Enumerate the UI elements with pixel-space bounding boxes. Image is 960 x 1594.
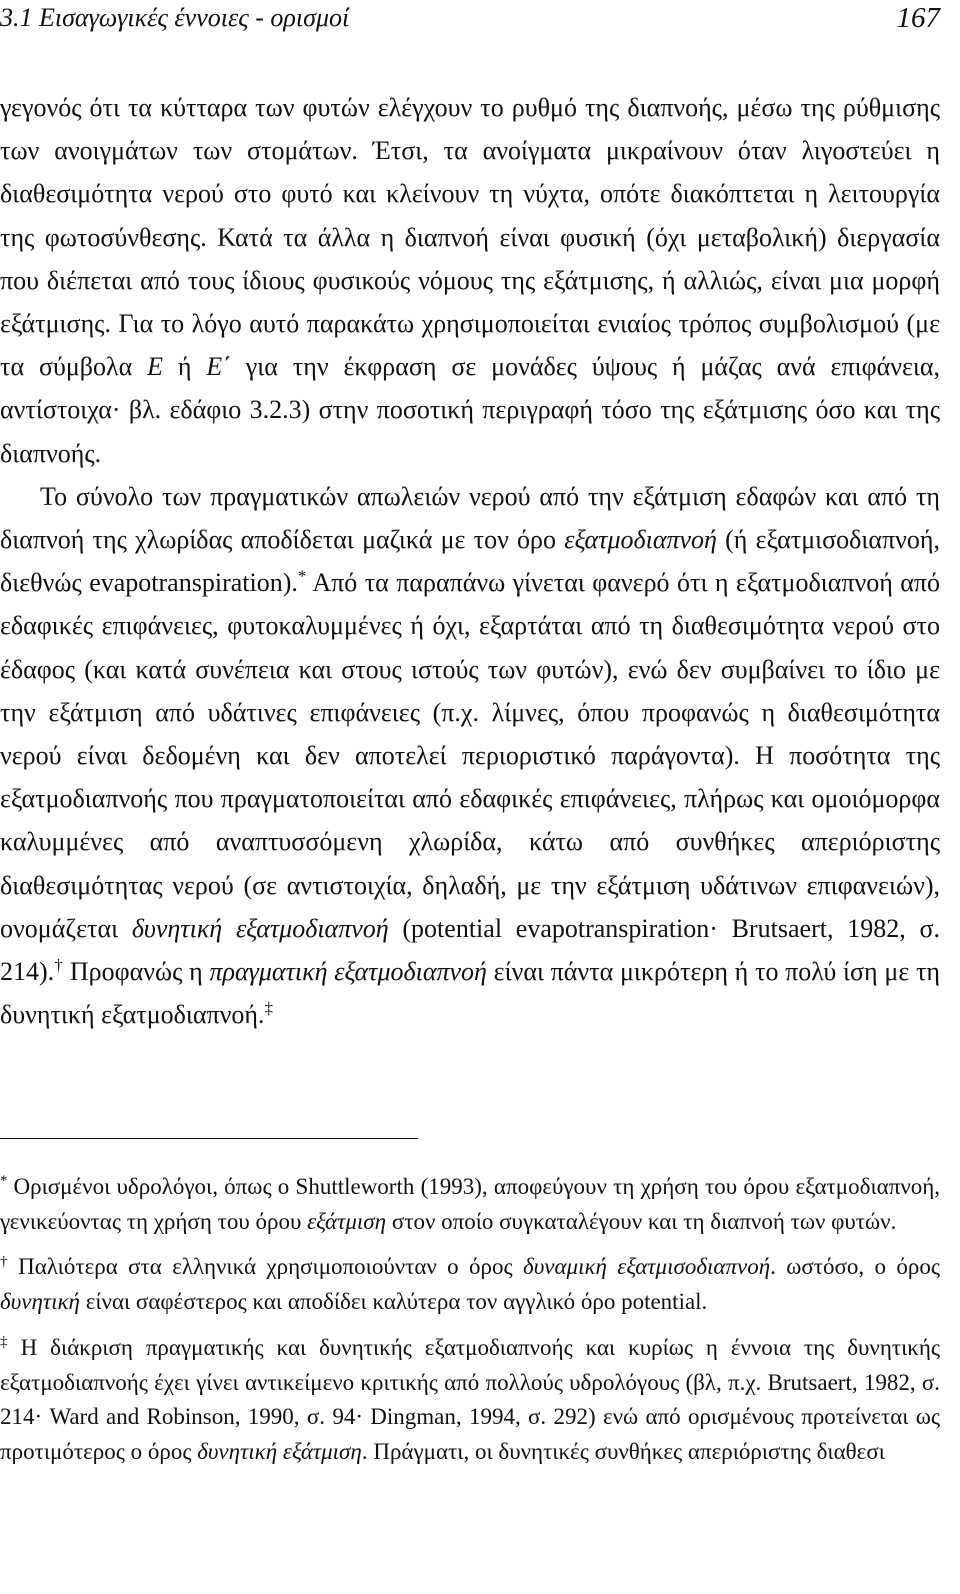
text-run: (potential evapotranspiration· Brutsaert, 1982, σ. 214). xyxy=(0,913,940,987)
text-run: Ορισμένοι υδρολόγοι, όπως ο Shuttleworth (1993), αποφεύγουν τη χρήση του όρου εξατμοδιαπνοή, γενικεύοντας τη χρήση του όρου xyxy=(0,1174,940,1234)
term-dynamic-evapotranspiration: δυναμική εξατμισοδιαπνοή xyxy=(523,1254,771,1280)
footnote-ref-3[interactable]: ‡ xyxy=(264,998,274,1018)
text-run: Προφανώς η xyxy=(63,957,210,987)
footnote-ref-2[interactable]: † xyxy=(54,955,64,975)
paragraph-1 xyxy=(0,86,940,475)
term-potential-evapotranspiration: δυνητική εξατμοδιαπνοή xyxy=(131,913,389,943)
term-actual-evapotranspiration: πραγματική εξατμοδιαπνοή xyxy=(209,957,487,987)
text-run: ή xyxy=(163,352,207,382)
page-number: 167 xyxy=(896,2,940,34)
footnotes xyxy=(0,1170,940,1481)
section-title: 3.1 Εισαγωγικές έννοιες - ορισμοί xyxy=(0,3,350,32)
text-run: για την έκφραση σε μονάδες ύψους ή μάζας ανά επιφάνεια, αντίστοιχα· βλ. εδάφιο 3.2.3) στην ποσοτική περιγραφή τόσο της εξάτμισης όσο και της διαπνοής. xyxy=(0,352,941,468)
text-run: . ωστόσο, ο όρος xyxy=(770,1254,940,1280)
text-run: . Πράγματι, οι δυνητικές συνθήκες απεριόριστης διαθεσι xyxy=(361,1438,885,1464)
footnote-2 xyxy=(0,1250,940,1319)
term-potential-evaporation: δυνητική εξάτμιση xyxy=(197,1438,362,1464)
footnote-separator xyxy=(0,1138,418,1139)
paragraph-2 xyxy=(0,475,940,1037)
footnote-mark: † xyxy=(0,1253,13,1270)
text-run: Η διάκριση πραγματικής και δυνητικής εξατμοδιαπνοής και κυρίως η έννοια της δυνητικής εξατμοδιαπνοής έχει γίνει αντικείμενο κριτικής από πολλούς υδρολόγους (βλ, π.χ. Brutsaert, 1982, σ. 214· Ward and Robinson, 1990, σ. 94· Dingman, 1994, σ. 292) ενώ από ορισμένους προτείνεται ως προτιμότερος ο όρος xyxy=(0,1334,940,1464)
text-run: Το σύνολο των πραγματικών απωλειών νερού από την εξάτμιση εδαφών και από τη διαπνοή της χλωρίδας αποδίδεται μαζικά με τον όρο xyxy=(0,481,940,555)
text-run: γεγονός ότι τα κύτταρα των φυτών ελέγχουν το ρυθμό της διαπνοής, μέσω της ρύθμισης των ανοιγμάτων των στομάτων. Έτσι, τα ανοίγματα μικραίνουν όταν λιγοστεύει η διαθεσιμότητα νερού στο φυτό και κλείνουν τη νύχτα, οπότε διακόπτεται η λειτουργία της φωτοσύνθεσης. Κατά τα άλλα η διαπνοή είναι φυσική (όχι μεταβολική) διεργασία που διέπεται από τους ίδιους φυσικούς νόμους της εξάτμισης, ή αλλιώς, είναι μια μορφή εξάτμισης. Για το λόγο αυτό παρακάτω χρησιμοποιείται ενιαίος τρόπος συμβολισμού (με τα σύμβολα xyxy=(0,93,940,382)
main-text xyxy=(0,86,940,1036)
footnote-ref-1[interactable]: * xyxy=(297,566,307,586)
text-run: (ή εξατμισοδιαπνοή, διεθνώς evapotranspiration). xyxy=(0,525,940,598)
text-run: στον οποίο συγκαταλέγουν και τη διαπνοή των φυτών. xyxy=(386,1208,897,1234)
symbol-e: E xyxy=(147,352,164,382)
term-evaporation: εξάτμιση xyxy=(307,1208,387,1234)
footnote-1 xyxy=(0,1170,940,1239)
text-run: είναι πάντα μικρότερη ή το πολύ ίση με τη δυνητική εξατμοδιαπνοή. xyxy=(0,957,941,1030)
term-potential: δυνητική xyxy=(0,1289,80,1315)
text-run: Παλιότερα στα ελληνικά χρησιμοποιούνταν ο όρος xyxy=(18,1254,523,1280)
text-run: Από τα παραπάνω γίνεται φανερό ότι η εξατμοδιαπνοή από εδαφικές επιφάνειες, φυτοκαλυμμένες ή όχι, εξαρτάται από τη διαθεσιμότητα νερού στο έδαφος (και κατά συνέπεια και στους ιστούς των φυτών), ενώ δεν συμβαίνει το ίδιο με την εξάτμιση από υδάτινες επιφάνειες (π.χ. λίμνες, όπου προφανώς η διαθεσιμότητα νερού είναι δεδομένη και δεν αποτελεί περιοριστικό παράγοντα). Η ποσότητα της εξατμοδιαπνοής που πραγματοποιείται από εδαφικές επιφάνειες, πλήρως και ομοιόμορφα καλυμμένες από αναπτυσσόμενη χλωρίδα, κάτω από συνθήκες απεριόριστης διαθεσιμότητας νερού (σε αντιστοιχία, δηλαδή, με την εξάτμιση υδάτινων επιφανειών), ονομάζεται xyxy=(0,568,940,943)
footnote-mark: ‡ xyxy=(0,1334,15,1351)
running-header xyxy=(0,0,940,36)
footnote-mark: * xyxy=(0,1173,8,1190)
symbol-e-prime: E΄ xyxy=(206,352,231,382)
term-evapotranspiration: εξατμοδιαπνοή xyxy=(564,525,717,555)
text-run: είναι σαφέστερος και αποδίδει καλύτερα τον αγγλικό όρο potential. xyxy=(79,1289,708,1315)
footnote-3 xyxy=(0,1331,940,1470)
